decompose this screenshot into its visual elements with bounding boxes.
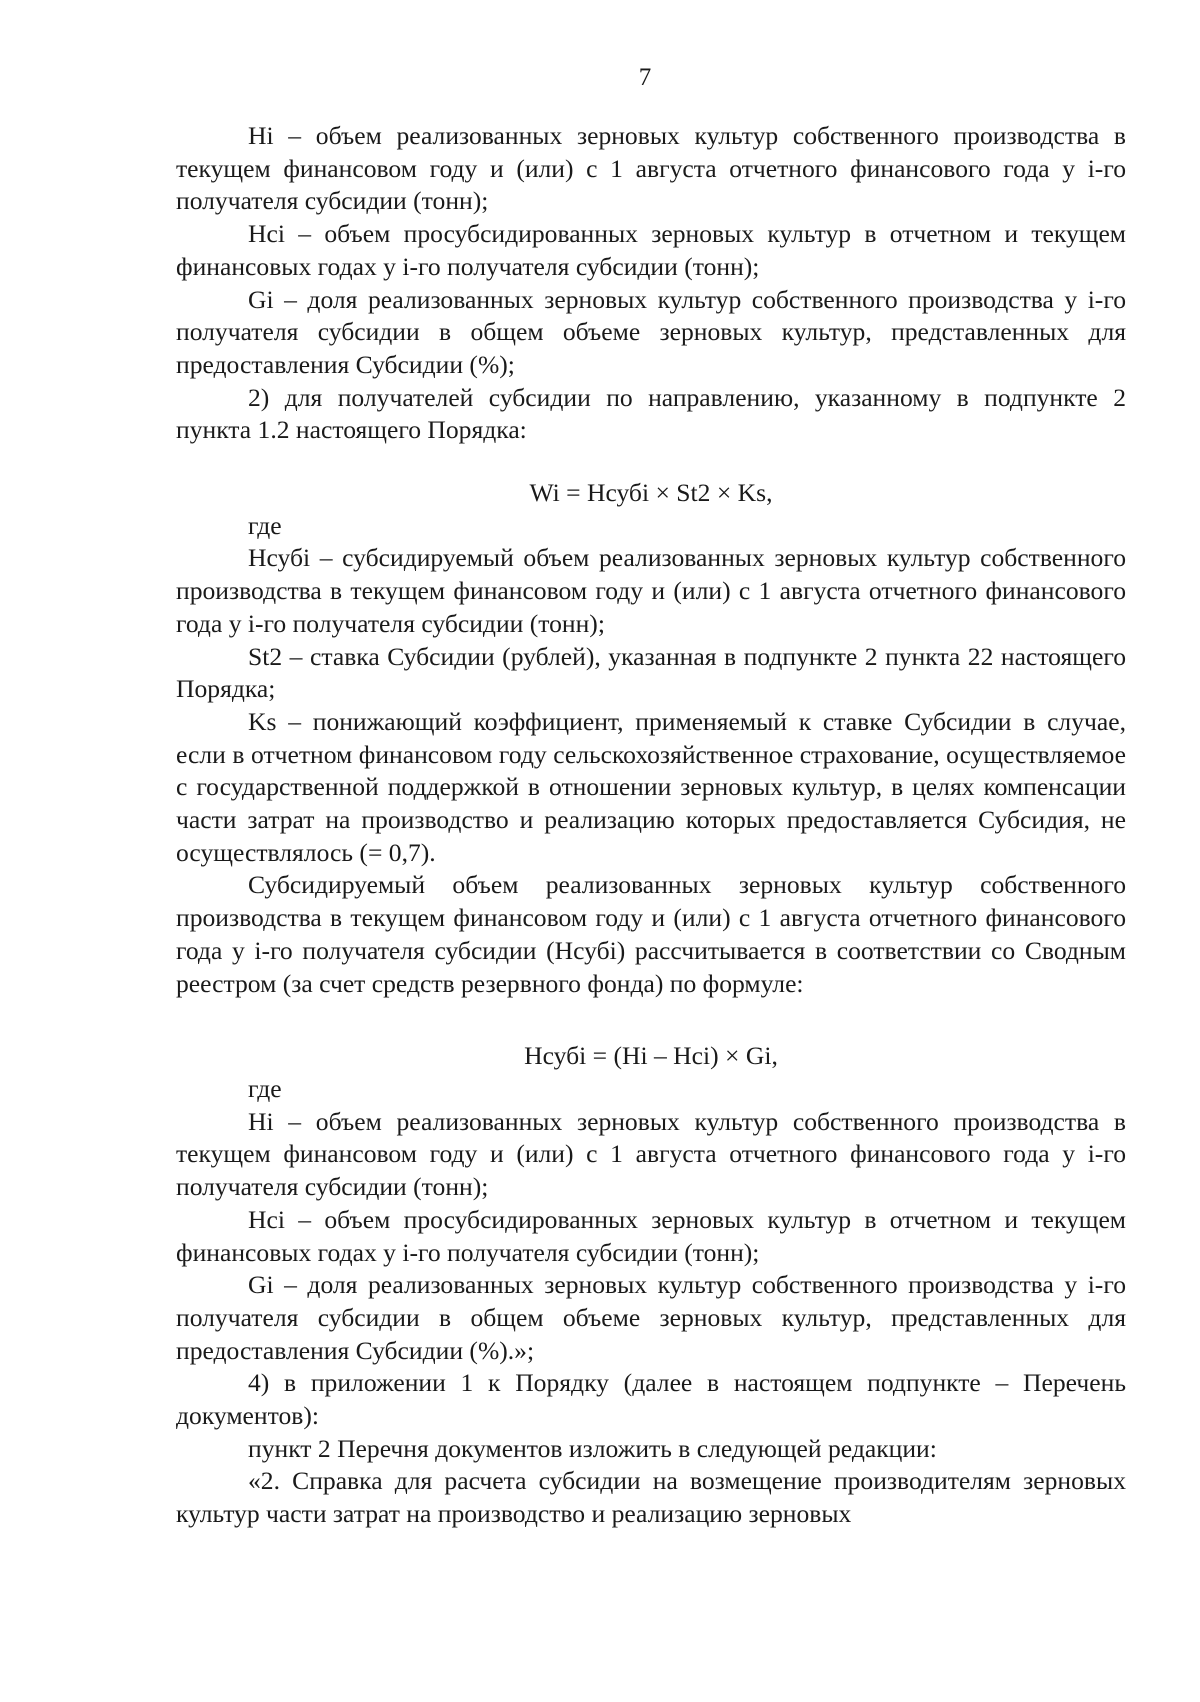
definition-hi: Hi – объем реализованных зерновых культур собственного производства в текущем финансовом году и (или) с 1 августа отчетного финансового года у i-го получателя субсидии (тонн); bbox=[176, 1106, 1126, 1202]
definition-gi: Gi – доля реализованных зерновых культур собственного производства у i-го получателя субсидии в общем объеме зерновых культур, представленных для предоставления Субсидии (%); bbox=[176, 284, 1126, 379]
page-number: 7 bbox=[638, 64, 652, 91]
definition-ks: Ks – понижающий коэффициент, применяемый к ставке Субсидии в случае, если в отчетном финансовом году сельскохозяйственное страхование, осуществляемое с государственной поддержкой в отношении зерновых культур, в целях компенсации части затрат на производство и реализацию которых предоставляется Субсидия, не осуществлялось (= 0,7). bbox=[176, 706, 1126, 867]
amendment-text: «2. Справка для расчета субсидии на возмещение производителям зерновых культур части затрат на производство и реализацию зерновых bbox=[176, 1466, 1126, 1529]
definition-st2: St2 – ставка Субсидии (рублей), указанная в подпункте 2 пункта 22 настоящего Порядка; bbox=[176, 641, 1126, 704]
definition-hsubi: Hсубi – субсидируемый объем реализованных зерновых культур собственного производства в текущем финансовом году и (или) с 1 августа отчетного финансового года у i-го получателя субсидии (тонн); bbox=[176, 543, 1126, 638]
item-4-heading: 4) в приложении 1 к Порядку (далее в настоящем подпункте – Перечень документов): bbox=[176, 1368, 1126, 1431]
hsubi-calculation-intro: Субсидируемый объем реализованных зерновых культур собственного производства в текущем финансовом году и (или) с 1 августа отчетного финансового года у i-го получателя субсидии (Hсубi) рассчитывается в соответствии со Сводным реестром (за счет средств резервного фонда) по формуле: bbox=[176, 870, 1126, 998]
formula-wi: Wi = Hсубi × St2 × Ks, bbox=[529, 478, 773, 508]
definition-hci: Hci – объем просубсидированных зерновых культур в отчетном и текущем финансовых годах у i-го получателя субсидии (тонн); bbox=[176, 1204, 1126, 1267]
item-2-heading: 2) для получателей субсидии по направлению, указанному в подпункте 2 пункта 1.2 настоящего Порядка: bbox=[176, 382, 1126, 445]
amendment-instruction: пункт 2 Перечня документов изложить в следующей редакции: bbox=[248, 1433, 937, 1463]
definition-hi: Hi – объем реализованных зерновых культур собственного производства в текущем финансовом году и (или) с 1 августа отчетного финансового года у i-го получателя субсидии (тонн); bbox=[176, 121, 1126, 216]
definition-hci: Hci – объем просубсидированных зерновых культур в отчетном и текущем финансовых годах у i-го получателя субсидии (тонн); bbox=[176, 219, 1126, 281]
formula-hsubi: Hсубi = (Hi – Hci) × Gi, bbox=[524, 1041, 778, 1071]
where-label: где bbox=[248, 1073, 282, 1103]
where-label: где bbox=[248, 510, 282, 540]
definition-gi: Gi – доля реализованных зерновых культур собственного производства у i-го получателя субсидии в общем объеме зерновых культур, представленных для предоставления Субсидии (%).»; bbox=[176, 1270, 1126, 1365]
document-body bbox=[176, 120, 1126, 1531]
